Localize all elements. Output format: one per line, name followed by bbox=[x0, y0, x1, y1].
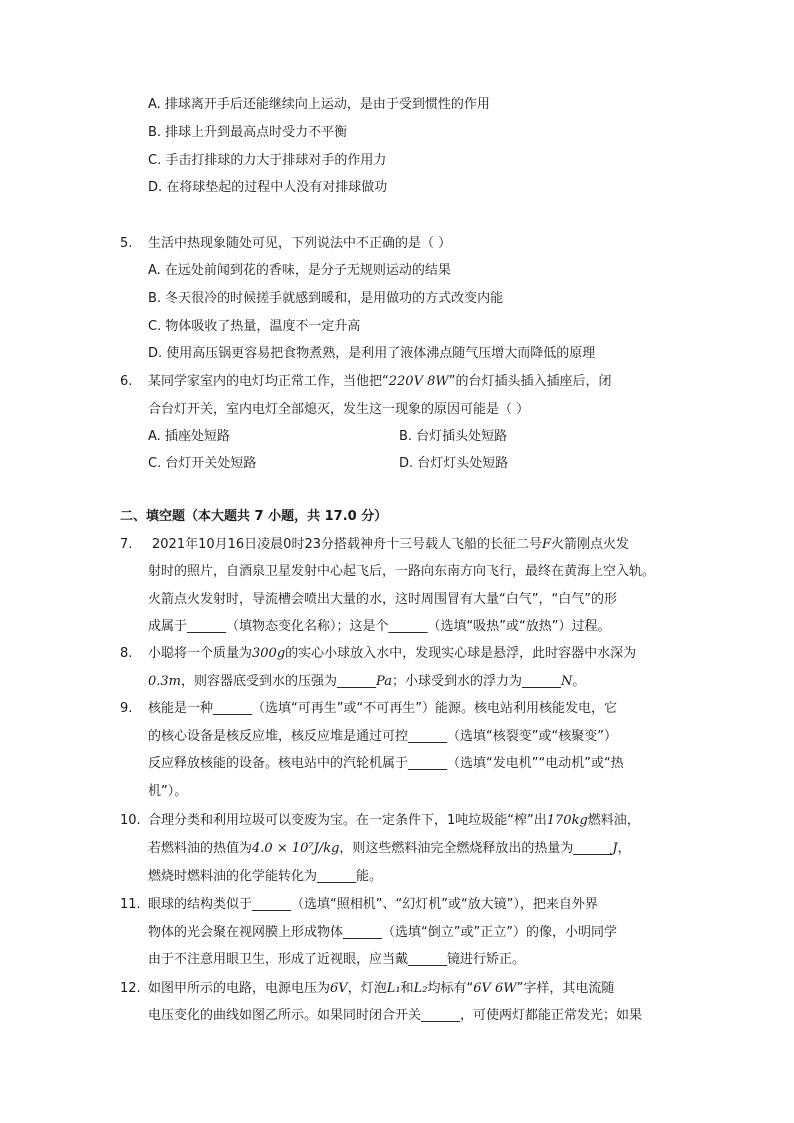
section-title: 二、填空题（本大题共 7 小题，共 17.0 分） bbox=[120, 509, 388, 524]
q4-option-d: D. 在将球垫起的过程中人没有对排球做功 bbox=[148, 180, 388, 195]
q6-number: 6. bbox=[120, 374, 133, 389]
q5-number: 5. bbox=[120, 236, 133, 251]
q8-line1: 小聪将一个质量为300g的实心小球放入水中，发现实心球是悬浮，此时容器中水深为 bbox=[148, 646, 637, 661]
q6-stem-line2: 合台灯开关，室内电灯全部熄灭，发生这一现象的原因可能是（ ） bbox=[148, 402, 530, 417]
q4-option-b: B. 排球上升到最高点时受力不平衡 bbox=[148, 125, 348, 140]
q7-line2: 射时的照片，自酒泉卫星发射中心起飞后，一路向东南方向飞行，最终在黄海上空入轨。 bbox=[148, 564, 656, 579]
q12-number: 12. bbox=[120, 981, 141, 996]
q10-line2: 若燃料油的热值为4.0 × 10⁷J/kg，则这些燃料油完全燃烧释放出的热量为______J， bbox=[148, 841, 631, 856]
q10-line1: 合理分类和利用垃圾可以变废为宝。在一定条件下，1吨垃圾能“榨”出170kg燃料油， bbox=[148, 813, 640, 828]
q9-line2: 的核心设备是核反应堆，核反应堆是通过可控______（选填“核裂变”或“核聚变”） bbox=[148, 729, 617, 744]
q11-line3: 由于不注意用眼卫生，形成了近视眼，应当戴______镜进行矫正。 bbox=[148, 952, 526, 967]
q8-number: 8. bbox=[120, 646, 133, 661]
q7-line3: 火箭点火发射时，导流槽会喷出大量的水，这时周围冒有大量“白气”，“白气”的形 bbox=[148, 592, 617, 607]
q12-line1: 如图甲所示的电路，电源电压为6V，灯泡L₁和L₂均标有“6V 6W”字样，其电流随 bbox=[148, 981, 615, 996]
q7-line4: 成属于______（填物态变化名称）；这是个______（选填“吸热”或“放热”）过程。 bbox=[148, 619, 611, 634]
q11-line2: 物体的光会聚在视网膜上形成物体______（选填“倒立”或”正立”）的像，小明同学 bbox=[148, 925, 617, 940]
q6-stem-line1: 某同学家室内的电灯均正常工作，当他把“220V 8W”的台灯插头插入插座后，闭 bbox=[148, 374, 612, 389]
q10-line3: 燃烧时燃料油的化学能转化为______能。 bbox=[148, 869, 383, 884]
q6-option-c: C. 台灯开关处短路 bbox=[148, 456, 257, 471]
q5-option-c: C. 物体吸收了热量，温度不一定升高 bbox=[148, 319, 361, 334]
q7-line1: 2021年10月16日凌晨0时23分搭载神舟十三号载人飞船的长征二号F火箭刚点火发 bbox=[152, 537, 630, 552]
q9-line1: 核能是一种______（选填“可再生”或“不可再生”）能源。核电站利用核能发电，它 bbox=[148, 701, 617, 716]
q5-option-d: D. 使用高压锅更容易把食物煮熟，是利用了液体沸点随气压增大而降低的原理 bbox=[148, 346, 596, 361]
q5-option-b: B. 冬天很冷的时候搓手就感到暖和，是用做功的方式改变内能 bbox=[148, 291, 504, 306]
q9-number: 9. bbox=[120, 701, 133, 716]
q11-line1: 眼球的结构类似于______（选填“照相机”、“幻灯机”或“放大镜”），把来自外界 bbox=[148, 897, 598, 912]
q12-line2: 电压变化的曲线如图乙所示。如果同时闭合开关______，可使两灯都能正常发光；如果 bbox=[148, 1008, 643, 1023]
q4-option-c: C. 手击打排球的力大于排球对手的作用力 bbox=[148, 153, 387, 168]
q11-number: 11. bbox=[120, 897, 141, 912]
q4-option-a: A. 排球离开手后还能继续向上运动，是由于受到惯性的作用 bbox=[148, 97, 490, 112]
q9-line3: 反应释放核能的设备。核电站中的汽轮机属于______（选填“发电机”“电动机”或“热 bbox=[148, 756, 624, 771]
q5-option-a: A. 在远处前闻到花的香味，是分子无规则运动的结果 bbox=[148, 263, 451, 278]
q7-number: 7. bbox=[120, 537, 133, 552]
q9-line4: 机”）。 bbox=[148, 784, 188, 799]
q6-option-d: D. 台灯灯头处短路 bbox=[399, 456, 509, 471]
q8-line2: 0.3m，则容器底受到水的压强为______Pa；小球受到水的浮力为______N。 bbox=[148, 674, 586, 689]
q6-option-a: A. 插座处短路 bbox=[148, 429, 230, 444]
q10-number: 10. bbox=[120, 813, 141, 828]
q6-option-b: B. 台灯插头处短路 bbox=[399, 429, 508, 444]
q5-stem: 生活中热现象随处可见，下列说法中不正确的是（ ） bbox=[148, 236, 452, 251]
